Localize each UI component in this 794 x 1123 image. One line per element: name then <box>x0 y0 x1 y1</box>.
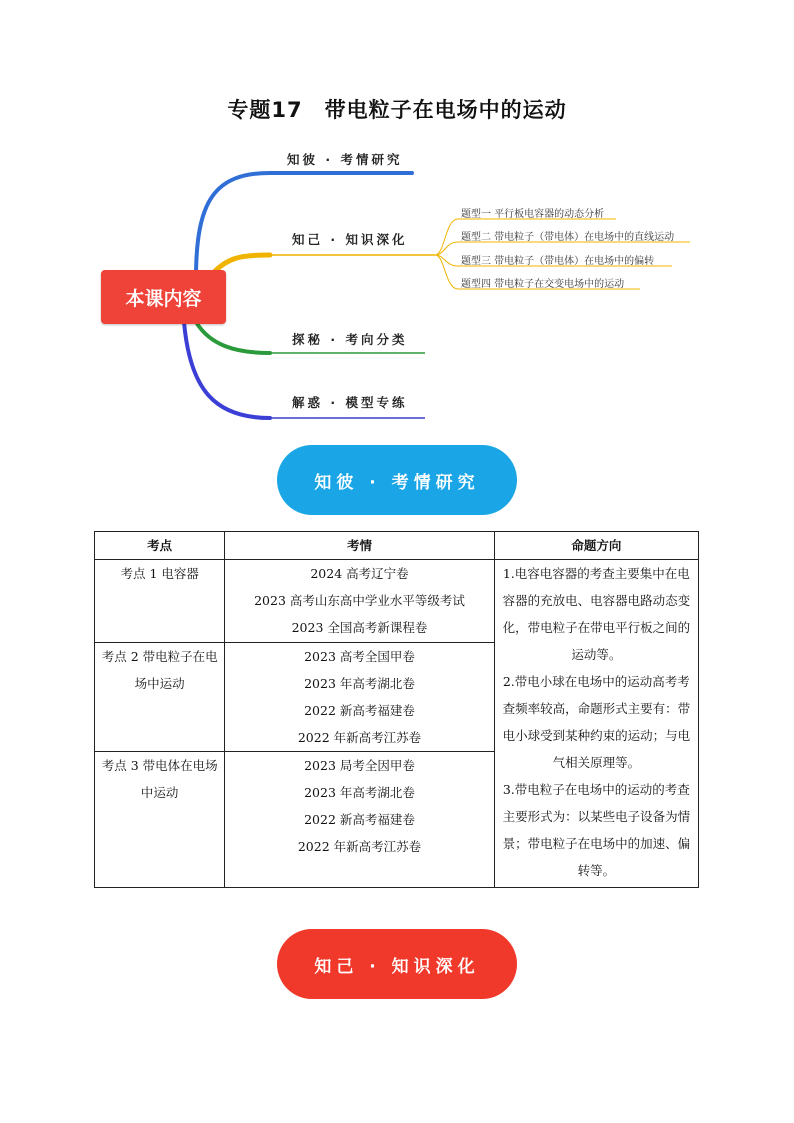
exam-item: 2023 局考全因甲卷 <box>304 758 415 773</box>
exam-analysis-table <box>94 531 699 888</box>
header-exams: 考情 <box>225 532 494 560</box>
point-cell: 考点 1 电容器 <box>120 566 199 581</box>
exam-item: 2023 全国高考新课程卷 <box>291 620 428 635</box>
section-header-1: 知彼 · 考情研究 <box>277 445 517 515</box>
exam-item: 2022 年新高考江苏卷 <box>297 839 422 854</box>
exam-item: 2022 年新高考江苏卷 <box>297 730 422 745</box>
exam-item: 2023 高考山东高中学业水平等级考试 <box>254 593 465 608</box>
header-direction: 命题方向 <box>494 532 698 560</box>
point-cell: 考点 3 带电体在电场中运动 <box>101 758 218 800</box>
exam-item: 2023 年高考湖北卷 <box>304 676 415 691</box>
mindmap-branch-1: 知彼 · 考情研究 <box>287 152 403 167</box>
mindmap-center: 本课内容 <box>101 270 226 324</box>
mindmap-connectors <box>0 0 794 430</box>
exam-item: 2023 高考全国甲卷 <box>304 649 415 664</box>
exam-item: 2024 高考辽宁卷 <box>310 566 409 581</box>
page-title: 专题17 带电粒子在电场中的运动 <box>227 98 567 122</box>
exam-item: 2022 新高考福建卷 <box>304 812 415 827</box>
mindmap-subitem-3: 题型三 带电粒子（带电体）在电场中的偏转 <box>461 256 655 267</box>
mindmap-subitem-1: 题型一 平行板电容器的动态分析 <box>461 209 605 220</box>
section-header-2: 知己 · 知识深化 <box>277 929 517 999</box>
exam-item: 2023 年高考湖北卷 <box>304 785 415 800</box>
mindmap-branch-2: 知己 · 知识深化 <box>292 232 408 247</box>
mindmap-branch-3: 探秘 · 考向分类 <box>292 332 408 347</box>
table-header-row <box>95 532 699 560</box>
point-cell: 考点 2 带电粒子在电场中运动 <box>101 649 218 691</box>
direction-2: 2.带电小球在电场中的运动高考考查频率较高，命题形式主要有：带电小球受到某种约束的运动；与电气相关原理等。 <box>502 674 691 770</box>
direction-1: 1.电容电容器的考查主要集中在电容器的充放电、电容器电路动态变化，带电粒子在带电平行板之间的运动等。 <box>502 566 691 662</box>
header-point: 考点 <box>95 532 225 560</box>
mindmap-branch-4: 解惑 · 模型专练 <box>292 395 408 410</box>
table-row <box>95 560 699 643</box>
mindmap-subitem-4: 题型四 带电粒子在交变电场中的运动 <box>461 279 625 290</box>
exam-item: 2022 新高考福建卷 <box>304 703 415 718</box>
mindmap-subitem-2: 题型二 带电粒子（带电体）在电场中的直线运动 <box>461 232 675 243</box>
direction-3: 3.带电粒子在电场中的运动的考查主要形式为：以某些电子设备为情景；带电粒子在电场中的加速、偏转等。 <box>502 782 691 878</box>
